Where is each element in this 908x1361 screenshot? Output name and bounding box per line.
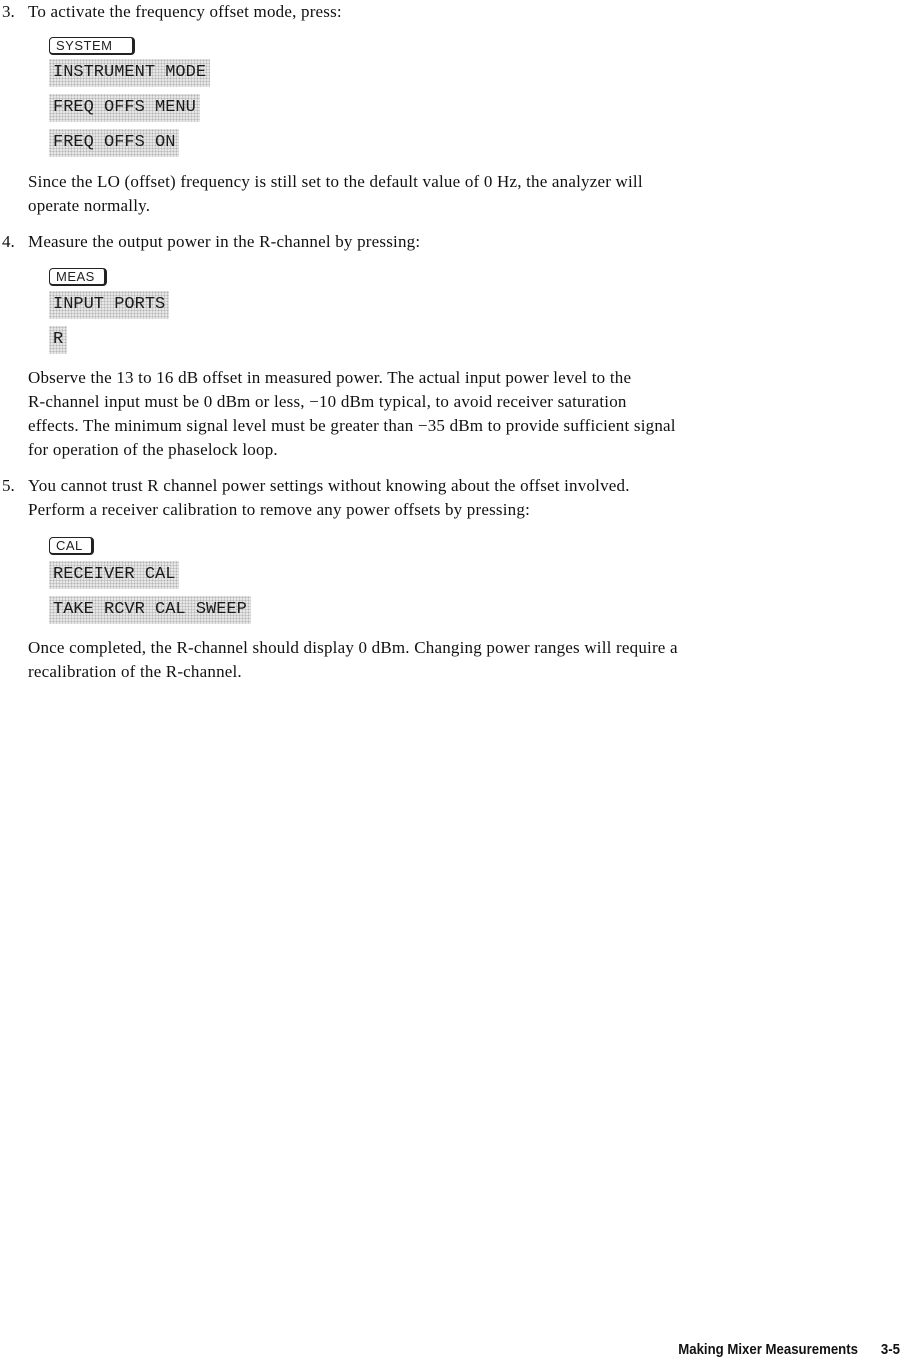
step-3-note-line: Since the LO (offset) frequency is still set to the default value of 0 Hz, the analyzer will — [28, 172, 643, 191]
step-4-note-line: effects. The minimum signal level must be greater than −35 dBm to provide sufficient signal — [28, 416, 676, 435]
step-5-number: 5. — [2, 476, 15, 495]
step-4-note-line: Observe the 13 to 16 dB offset in measured power. The actual input power level to the — [28, 368, 632, 387]
step-5-note-line: Once completed, the R-channel should display 0 dBm. Changing power ranges will require a — [28, 638, 678, 657]
cal-hardkey[interactable]: CAL — [49, 537, 94, 555]
system-hardkey[interactable]: SYSTEM — [49, 37, 135, 55]
step-3-note-line: operate normally. — [28, 196, 151, 215]
softkey-take-rcvr-cal-sweep[interactable]: TAKE RCVR CAL SWEEP — [49, 596, 251, 624]
step-4-note-line: R-channel input must be 0 dBm or less, −10 dBm typical, to avoid receiver saturation — [28, 392, 627, 411]
softkey-r[interactable]: R — [49, 326, 67, 354]
step-4-instruction: Measure the output power in the R-channel by pressing: — [28, 232, 421, 251]
softkey-instrument-mode[interactable]: INSTRUMENT MODE — [49, 59, 210, 87]
footer-section-title: Making Mixer Measurements — [678, 1341, 859, 1358]
footer-page-number: 3-5 — [880, 1341, 900, 1358]
step-4-note-line: for operation of the phaselock loop. — [28, 440, 278, 459]
step-3-instruction: To activate the frequency offset mode, press: — [28, 2, 342, 21]
step-5-note-line: recalibration of the R-channel. — [28, 662, 242, 681]
page-footer — [678, 1340, 900, 1360]
softkey-freq-offs-on[interactable]: FREQ OFFS ON — [49, 129, 179, 157]
meas-hardkey[interactable]: MEAS — [49, 268, 107, 286]
step-3-number: 3. — [2, 2, 15, 21]
step-5-instruction-line: You cannot trust R channel power settings without knowing about the offset involved. — [28, 476, 630, 495]
softkey-input-ports[interactable]: INPUT PORTS — [49, 291, 169, 319]
softkey-receiver-cal[interactable]: RECEIVER CAL — [49, 561, 179, 589]
step-5-instruction-line: Perform a receiver calibration to remove any power offsets by pressing: — [28, 500, 530, 519]
step-4-number: 4. — [2, 232, 15, 251]
softkey-freq-offs-menu[interactable]: FREQ OFFS MENU — [49, 94, 200, 122]
